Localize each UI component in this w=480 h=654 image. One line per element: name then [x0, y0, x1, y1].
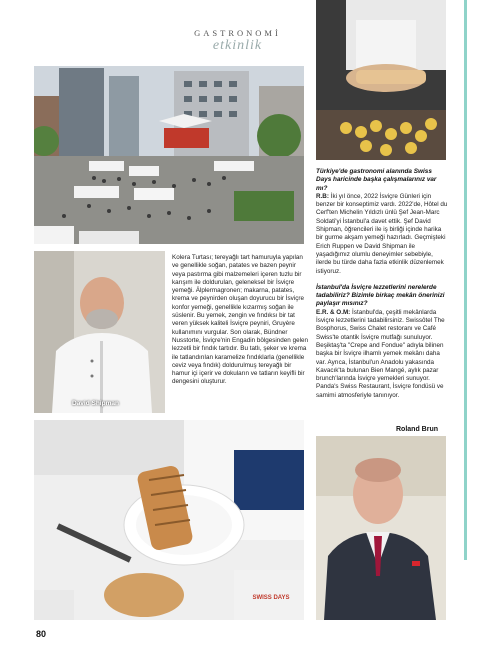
right-column [316, 168, 448, 400]
swiss-days-logo [246, 586, 296, 604]
answer-1-lead: R.B: [316, 192, 329, 200]
photo-caption-david: David Shipman [72, 400, 119, 407]
question-1: Türkiye'de gastronomi alanında Swiss Days haricinde başka çalışmalarınız var mı? [316, 168, 437, 192]
question-2: İstanbul'da İsviçre lezzetlerini nerelerde tadabiliriz? Bizimle birkaç mekân önerinizi paylaşır mısınız? [316, 283, 445, 308]
accent-rule [464, 0, 467, 560]
answer-2 [316, 309, 448, 400]
answer-1 [316, 193, 448, 276]
page-number: 80 [36, 629, 47, 639]
photo-david-shipman [34, 251, 165, 413]
photo-chef-hands [316, 0, 446, 160]
section-title: GASTRONOMİ [194, 28, 281, 38]
section-subtitle: etkinlik [212, 38, 263, 53]
answer-2-lead: E.R. & O.M: [316, 308, 351, 316]
answer-2-text: İstanbul'da, çeşitli mekânlarda İsviçre lezzetlerini tadabilirsiniz. Swissôtel The Bosphorus, Swiss Chalet restoranı ve Café Swiss'te otantik İsviçre mutfağı sunuluyor. Beşiktaş'ta "Crepe and Fondue" adıyla bilinen başka bir İsviçre ilhamlı yemek mekânı daha var. Ayrıca, İstanbul'un Anadolu yakasında Kavacık'ta bulunan Bien Mangé, aylık pazar brunch'larında İsviçre yemekleri sunuyor. Panda's Swiss Restaurant, İsviçre fondüsü ve samimi atmosferiyle tanınıyor. [316, 308, 445, 399]
swiss-days-logo-text: SWISS DAYS [252, 595, 290, 601]
photo-pastry-plate [34, 420, 304, 620]
photo-caption-roland: Roland Brun [396, 426, 438, 433]
answer-1-text: İki yıl önce, 2022 İsviçre Günleri için benzer bir konseptimiz vardı. 2022'de, Hôtel du Cerf'ten Michelin Yıldızlı ünlü Şef Jean-Marc Soldati'yi İstanbul'a davet ettik. Şef David Shipman, öğrencileri ile iş birliği içinde harika bir gurme akşam yemeği hazırladı. Geçmişteki Erich Ruppen ve David Shipman ile yaşadığımız olumlu deneyimler sebebiyle, ilerde bu türde daha fazla etkinlik düzenlemek istiyoruz. [316, 192, 448, 275]
photo-roland-brun [316, 436, 446, 620]
middle-column-paragraph: Kolera Turtası; tereyağlı tart hamuruyla yapılan ve genellikle soğan, patates ve bazen peynir veya pastırma gibi malzemeleri içeren tuzlu bir karışım ile doldurulan, geleneksel bir İsviçre yemeği. Älplermagronen; makarna, patates, krema ve peynirden oluşan doyurucu bir İsviçre konfor yemeği, genellikle kızarmış soğan ile süslenir. Bu yemek, zengin ve fındıksı bir tat veren yüksek kaliteli İsviçre peyniri, Gruyère kullanımını vurgular. Son olarak, Bündner Nusstorte, İsviçre'nin Engadin bölgesinden gelen lezzetli bir fındık tartıdır. Bu tatlı, şeker ve krema ile tatlandırılan karamelize fındıklarla (genellikle ceviz veya fındık) doldurulmuş tereyağlı bir hamur içi içerir ve dokuların ve tatların keyifli bir dengesini oluşturur. [172, 254, 308, 386]
photo-festival [34, 66, 304, 244]
